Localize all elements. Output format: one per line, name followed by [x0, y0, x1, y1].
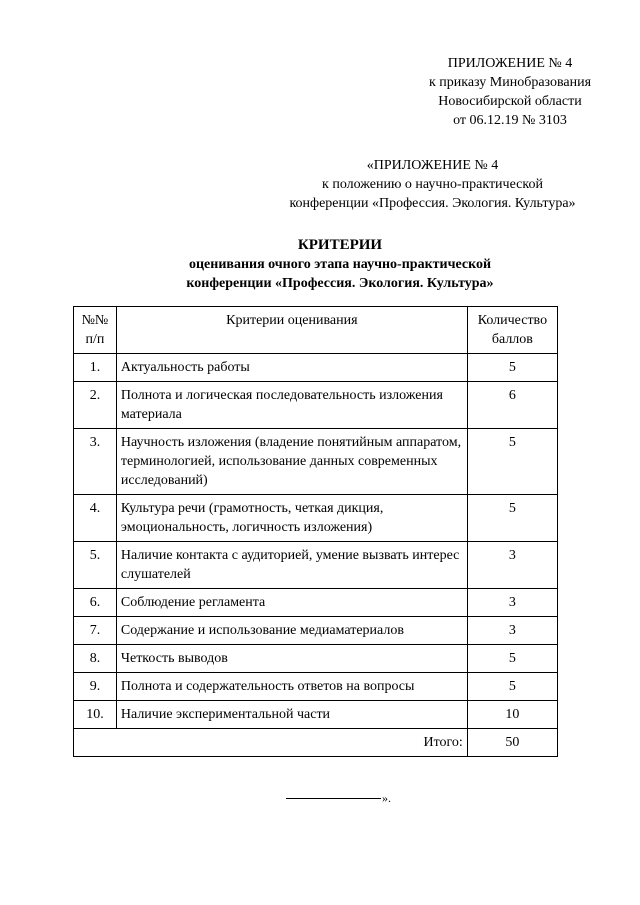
row-points: 3: [467, 542, 557, 589]
closing-mark: [286, 790, 391, 806]
row-points: 3: [467, 589, 557, 617]
appendix-reg-line2: к положению о научно-практической: [322, 177, 543, 192]
appendix-regulation-note: [270, 156, 595, 213]
table-row: [74, 354, 558, 382]
row-points: 6: [467, 382, 557, 429]
table-row: [74, 495, 558, 542]
appendix-reg-line1: «ПРИЛОЖЕНИЕ № 4: [366, 158, 499, 173]
table-row: [74, 542, 558, 589]
row-points: 5: [467, 495, 557, 542]
row-points: 5: [467, 429, 557, 495]
row-points: 5: [467, 673, 557, 701]
table-row: [74, 673, 558, 701]
document-subtitle-line2: конференции «Профессия. Экология. Культура»: [186, 276, 494, 291]
criteria-table: [73, 306, 558, 757]
row-criterion: Культура речи (грамотность, четкая дикция, эмоциональность, логичность изложения): [116, 495, 467, 542]
row-num: 3.: [74, 429, 117, 495]
row-num: 4.: [74, 495, 117, 542]
row-points: 5: [467, 354, 557, 382]
appendix-reg-line3: конференции «Профессия. Экология. Культура»: [289, 196, 576, 211]
row-points: 5: [467, 645, 557, 673]
row-criterion: Наличие экспериментальной части: [116, 701, 467, 729]
document-subtitle-line1: оценивания очного этапа научно-практической: [188, 257, 492, 272]
document-title: КРИТЕРИИ: [297, 237, 383, 253]
row-criterion: Наличие контакта с аудиторией, умение вызвать интерес слушателей: [116, 542, 467, 589]
header-num: №№ п/п: [74, 307, 117, 354]
appendix-order-line1: ПРИЛОЖЕНИЕ № 4: [447, 56, 573, 71]
row-num: 10.: [74, 701, 117, 729]
header-criteria: Критерии оценивания: [116, 307, 467, 354]
closing-line: [286, 798, 381, 799]
row-criterion: Научность изложения (владение понятийным аппаратом, терминологией, использование данных современных исследований): [116, 429, 467, 495]
row-criterion: Содержание и использование медиаматериалов: [116, 617, 467, 645]
row-criterion: Полнота и содержательность ответов на вопросы: [116, 673, 467, 701]
appendix-order-note: [405, 54, 615, 130]
table-row: [74, 382, 558, 429]
table-header-row: [74, 307, 558, 354]
appendix-order-line2: к приказу Минобразования: [428, 75, 592, 90]
row-criterion: Полнота и логическая последовательность изложения материала: [116, 382, 467, 429]
table-total-row: [74, 729, 558, 757]
row-num: 9.: [74, 673, 117, 701]
document-heading: [80, 236, 600, 293]
table-row: [74, 617, 558, 645]
table-row: [74, 701, 558, 729]
row-num: 7.: [74, 617, 117, 645]
table-row: [74, 645, 558, 673]
total-value: 50: [467, 729, 557, 757]
table-row: [74, 429, 558, 495]
row-num: 2.: [74, 382, 117, 429]
row-num: 5.: [74, 542, 117, 589]
row-criterion: Актуальность работы: [116, 354, 467, 382]
row-points: 3: [467, 617, 557, 645]
row-num: 8.: [74, 645, 117, 673]
appendix-order-line3: Новосибирской области: [438, 94, 582, 109]
total-label: Итого:: [74, 729, 468, 757]
row-num: 1.: [74, 354, 117, 382]
closing-quote: ».: [382, 791, 391, 805]
appendix-order-line4: от 06.12.19 № 3103: [453, 113, 567, 128]
header-points: Количество баллов: [467, 307, 557, 354]
table-row: [74, 589, 558, 617]
row-criterion: Четкость выводов: [116, 645, 467, 673]
row-criterion: Соблюдение регламента: [116, 589, 467, 617]
row-points: 10: [467, 701, 557, 729]
row-num: 6.: [74, 589, 117, 617]
